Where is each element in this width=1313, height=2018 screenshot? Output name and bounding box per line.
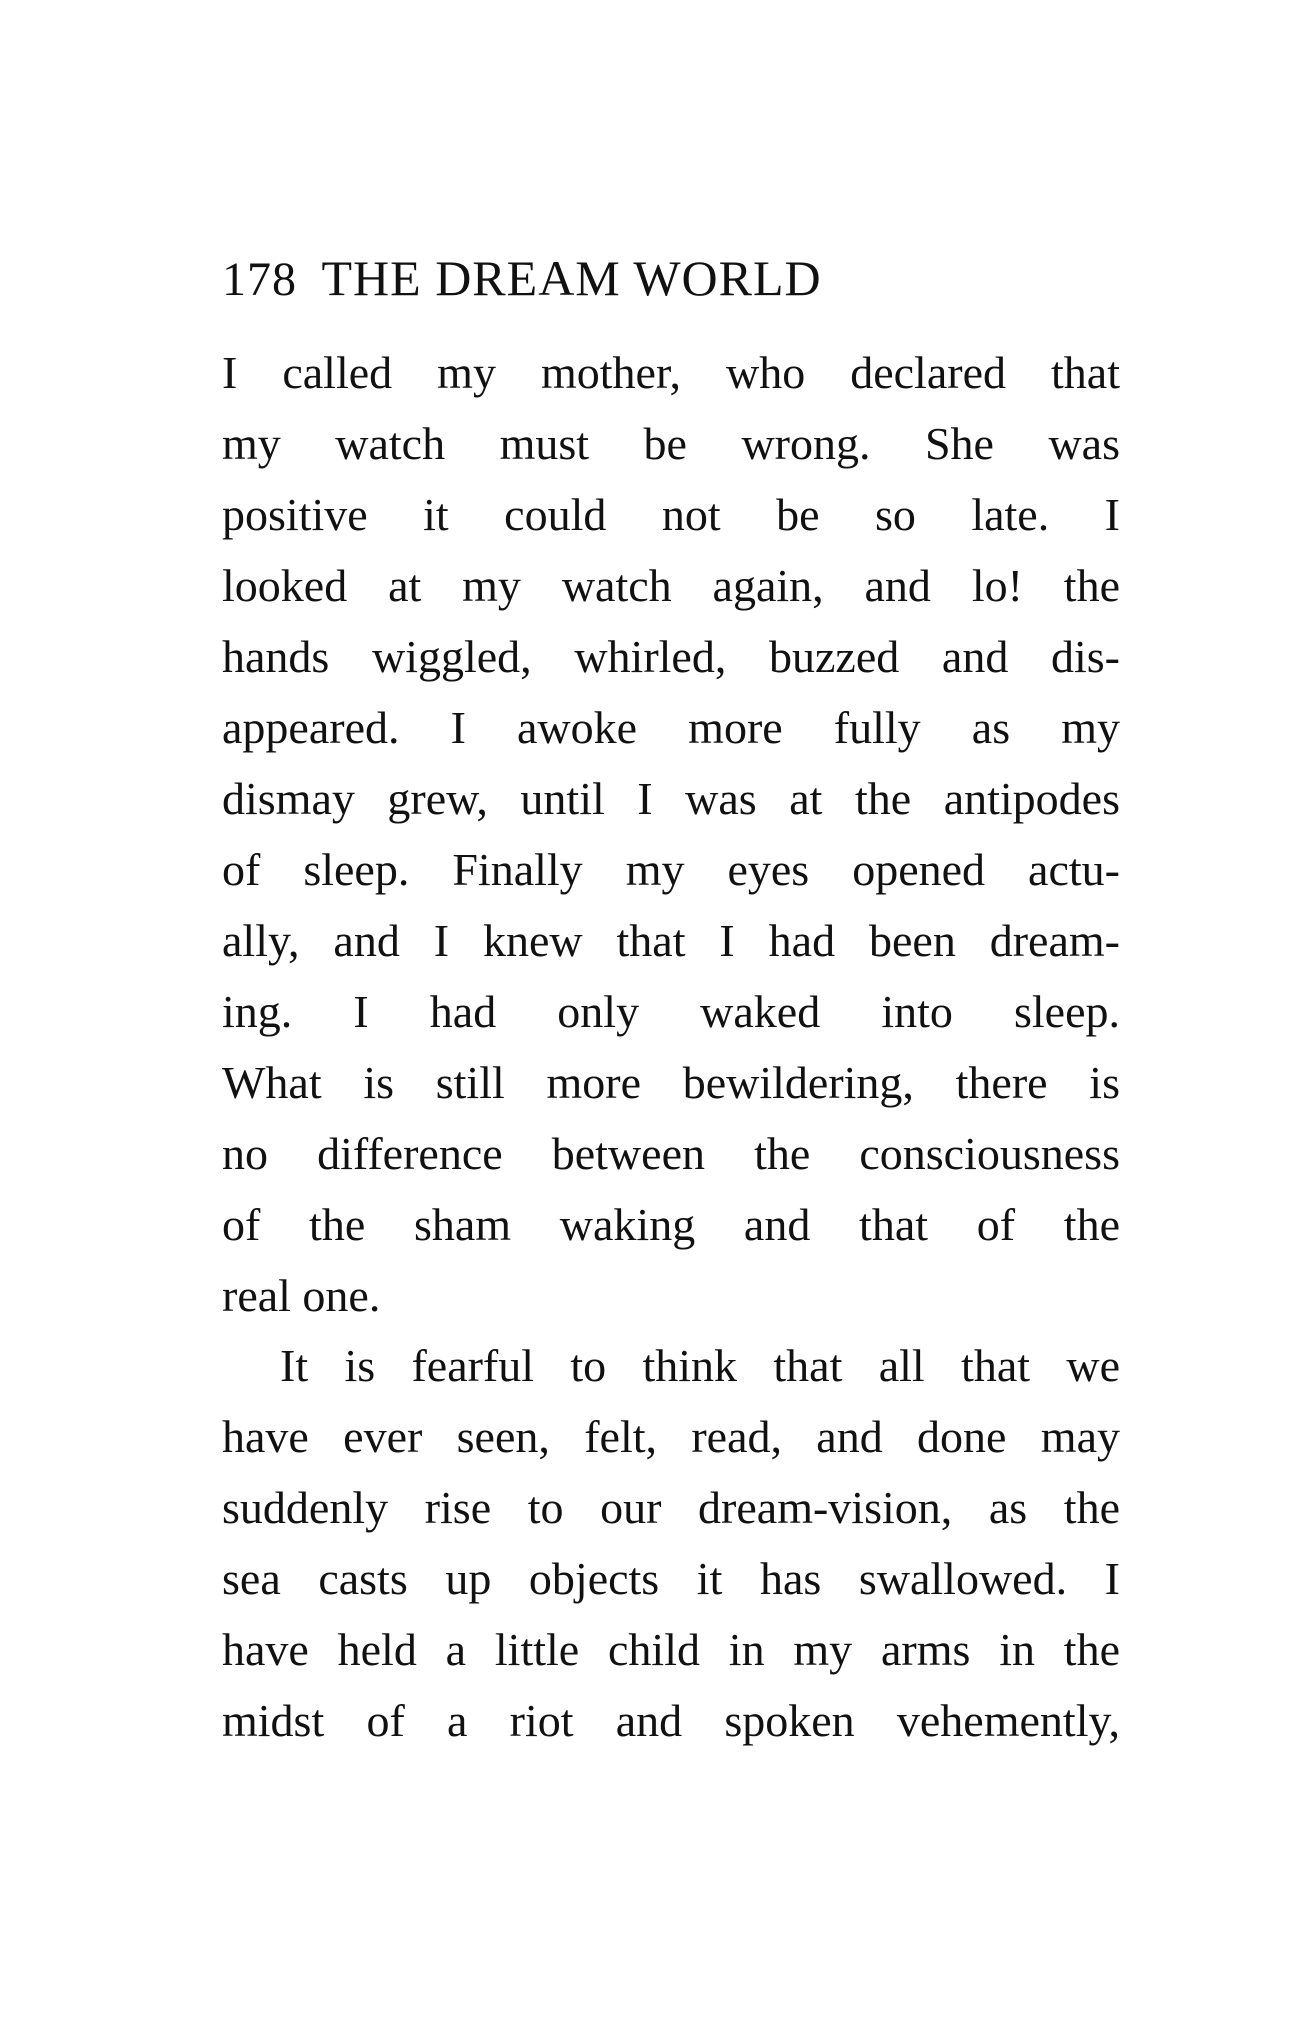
text-line: have ever seen, felt, read, and done may (222, 1411, 1120, 1462)
paragraph-2 (222, 1330, 1120, 1756)
text-line: suddenly rise to our dream-vision, as the (222, 1482, 1120, 1533)
book-title: THE DREAM WORLD (321, 250, 822, 306)
text-line: dismay grew, until I was at the antipodes (222, 773, 1120, 824)
text-line: hands wiggled, whirled, buzzed and dis- (222, 631, 1120, 682)
text-line: my watch must be wrong. She was (222, 418, 1120, 469)
text-line: looked at my watch again, and lo! the (222, 560, 1120, 611)
paragraph-1 (222, 337, 1120, 1331)
text-line: of sleep. Finally my eyes opened actu- (222, 844, 1120, 895)
text-line: positive it could not be so late. I (222, 489, 1120, 540)
text-line: of the sham waking and that of the (222, 1199, 1120, 1250)
text-line: appeared. I awoke more fully as my (222, 702, 1120, 753)
running-head (222, 248, 822, 310)
text-line: have held a little child in my arms in the (222, 1624, 1120, 1675)
page-number: 178 (222, 253, 297, 306)
text-line: ing. I had only waked into sleep. (222, 986, 1120, 1037)
text-line: real one. (222, 1270, 381, 1321)
text-line: no difference between the consciousness (222, 1128, 1120, 1179)
text-line: I called my mother, who declared that (222, 347, 1120, 398)
text-line: ally, and I knew that I had been dream- (222, 915, 1120, 966)
text-line: What is still more bewildering, there is (222, 1057, 1120, 1108)
text-line: sea casts up objects it has swallowed. I (222, 1553, 1120, 1604)
text-line: midst of a riot and spoken vehemently, (222, 1695, 1120, 1746)
text-line: It is fearful to think that all that we (280, 1340, 1120, 1391)
